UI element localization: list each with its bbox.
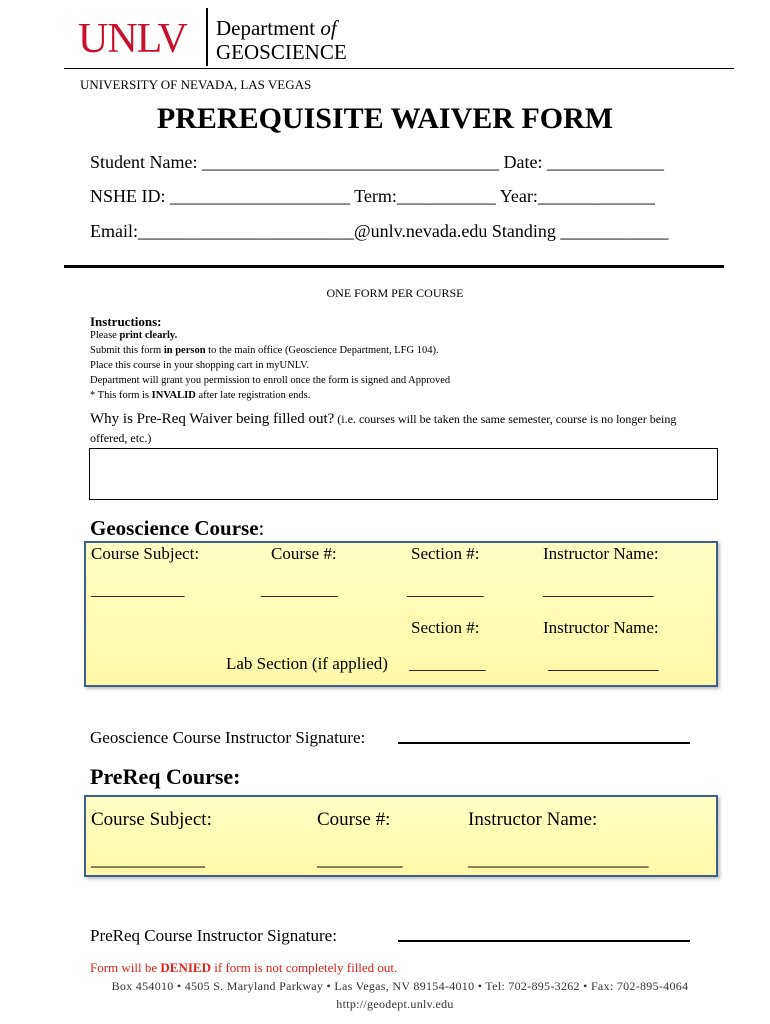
instruction-line [90, 390, 310, 401]
lab-applied-label: Lab Section (if applied) [226, 654, 388, 673]
waiver-question-hint-cont: offered, etc.) [90, 431, 152, 445]
prereq-course-number-label: Course #: [317, 809, 391, 830]
instruction-emphasis: in person [163, 345, 206, 356]
email-standing-row[interactable]: Email:________________________@unlv.nevada.edu Standing ____________ [90, 221, 669, 241]
denied-text: if form is not completely filled out. [211, 960, 398, 975]
instruction-line [90, 330, 177, 341]
geo-course-number-label: Course #: [271, 544, 337, 563]
prereq-course-heading: PreReq Course: [90, 764, 241, 789]
instruction-text: Submit this form [90, 345, 164, 356]
university-name: UNIVERSITY OF NEVADA, LAS VEGAS [80, 77, 312, 92]
instruction-line: Place this course in your shopping cart in myUNLV. [90, 360, 310, 371]
prereq-signature-label: PreReq Course Instructor Signature: [90, 926, 337, 945]
nshe-term-year-row[interactable]: NSHE ID: ____________________ Term:___________ Year:_____________ [90, 186, 655, 206]
instruction-text: to the main office (Geoscience Department, LFG 104). [205, 345, 439, 356]
instruction-emphasis: INVALID [151, 390, 196, 401]
section-divider [64, 265, 724, 268]
geo-section-label: Section #: [411, 544, 480, 563]
header-rule [64, 68, 734, 69]
lab-section-label: Section #: [411, 618, 480, 637]
denied-text: Form will be [90, 960, 161, 975]
geo-course-number-blank[interactable]: _________ [261, 580, 338, 599]
prereq-signature-line[interactable] [398, 940, 690, 942]
geo-signature-label: Geoscience Course Instructor Signature: [90, 728, 366, 747]
instruction-line: Department will grant you permission to enroll once the form is signed and Approved [90, 375, 451, 386]
geo-section-blank[interactable]: _________ [407, 580, 484, 599]
denied-warning [90, 960, 397, 976]
geo-course-subject-label: Course Subject: [91, 544, 200, 563]
geo-instructor-label: Instructor Name: [543, 544, 659, 563]
department-address: Box 454010 • 4505 S. Maryland Parkway • Las Vegas, NV 89154-4010 • Tel: 702-895-3262 • Fax: 702-895-4064 [111, 979, 689, 993]
instructions-title: Instructions: [90, 314, 162, 329]
geoscience-heading-colon: : [258, 516, 265, 540]
department-prefix: Department [216, 16, 321, 40]
instruction-text: * This form is [90, 390, 152, 401]
unlv-logo: UNLV [78, 16, 187, 62]
lab-instructor-label: Instructor Name: [543, 618, 659, 637]
department-of: of [320, 16, 337, 40]
prereq-course-subject-blank[interactable]: ____________ [91, 849, 205, 870]
student-name-date-row[interactable]: Student Name: _________________________________ Date: _____________ [90, 152, 664, 172]
lab-section-blank[interactable]: _________ [409, 654, 486, 673]
geoscience-heading-text: Geoscience Course [90, 516, 259, 540]
instruction-emphasis: print clearly. [119, 330, 178, 341]
department-name: GEOSCIENCE [216, 40, 347, 64]
waiver-question-text: Why is Pre-Req Waiver being filled out? [90, 411, 335, 427]
prereq-instructor-label: Instructor Name: [468, 809, 598, 830]
waiver-reason-question [90, 411, 676, 428]
denied-emphasis: DENIED [160, 960, 211, 975]
one-form-note: ONE FORM PER COURSE [326, 286, 464, 300]
prereq-course-subject-label: Course Subject: [91, 809, 212, 830]
department-website-link[interactable]: http://geodept.unlv.edu [336, 997, 454, 1011]
waiver-reason-box[interactable] [89, 448, 718, 500]
lab-instructor-blank[interactable]: _____________ [548, 654, 659, 673]
logo-divider [206, 8, 208, 66]
instruction-text: Please [90, 330, 120, 341]
geo-course-subject-blank[interactable]: ___________ [91, 580, 185, 599]
waiver-question-hint: (i.e. courses will be taken the same semester, course is no longer being [334, 412, 677, 426]
department-label [216, 16, 337, 41]
prereq-course-number-blank[interactable]: _________ [317, 849, 403, 870]
geo-instructor-blank[interactable]: _____________ [543, 580, 654, 599]
geoscience-course-heading [90, 516, 264, 541]
form-title: PREREQUISITE WAIVER FORM [156, 102, 614, 135]
prereq-instructor-blank[interactable]: ___________________ [468, 849, 649, 870]
instruction-text: after late registration ends. [195, 390, 311, 401]
geo-signature-line[interactable] [398, 742, 690, 744]
instruction-line [90, 345, 439, 356]
